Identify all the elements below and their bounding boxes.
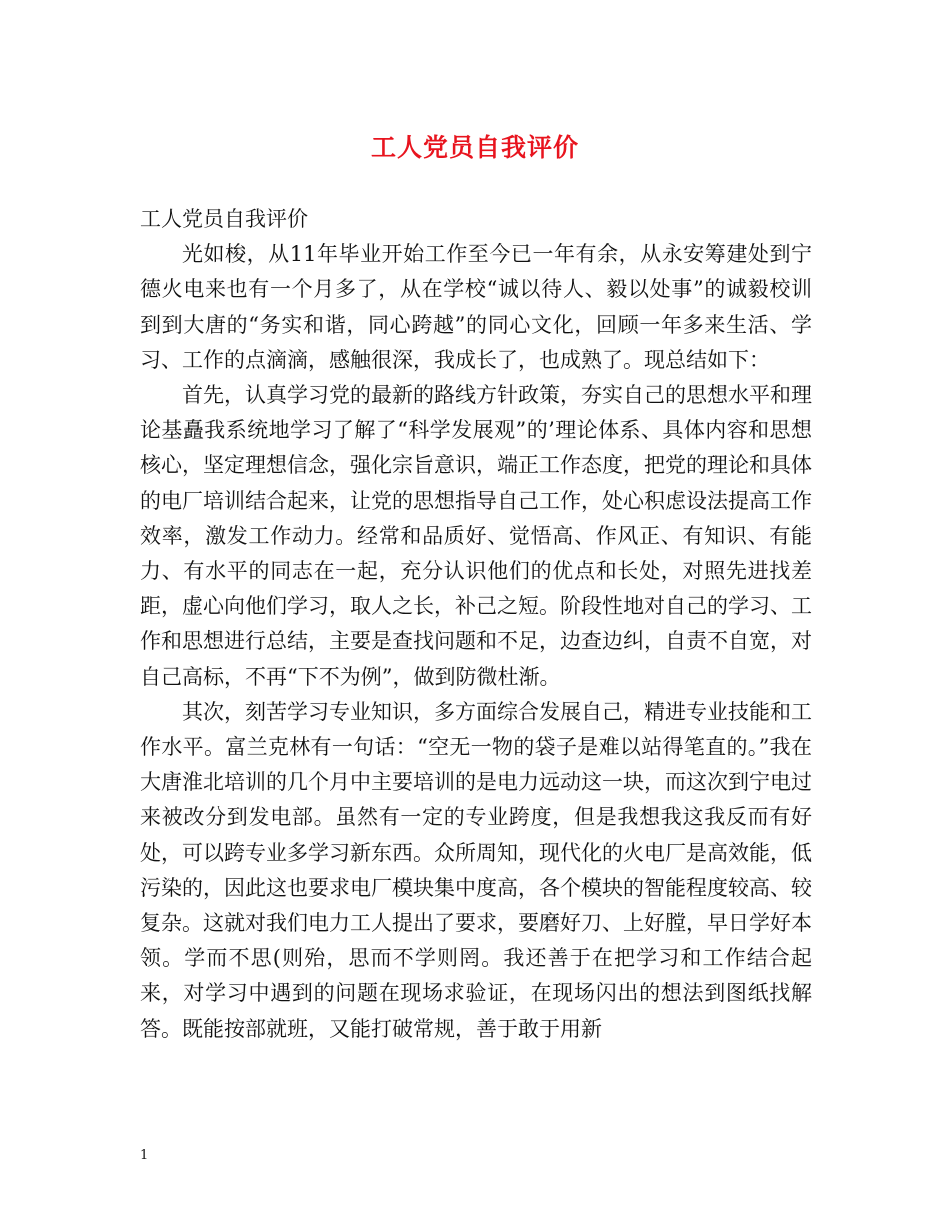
document-body	[140, 202, 812, 1047]
paragraph-second: 其次，刻苦学习专业知识，多方面综合发展自己，精进专业技能和工作水平。富兰克林有一句话：“空无一物的袋子是难以站得笔直的。”我在大唐淮北培训的几个月中主要培训的是电力远动这一块，而这次到宁电过来被改分到发电部。虽然有一定的专业跨度，但是我想我这我反而有好处，可以跨专业多学习新东西。众所周知，现代化的火电厂是高效能，低污染的，因此这也要求电厂模块集中度高，各个模块的智能程度较高、较复杂。这就对我们电力工人提出了要求，要磨好刀、上好膛，早日学好本领。学而不思(则殆，思而不学则罔。我还善于在把学习和工作结合起来，对学习中遇到的问题在现场求验证，在现场闪出的想法到图纸找解答。既能按部就班，又能打破常规，善于敢于用新	[140, 699, 812, 1041]
paragraph-first: 首先，认真学习党的最新的路线方针政策，夯实自己的思想水平和理论基矗我系统地学习了解了“科学发展观”的’理论体系、具体内容和思想核心，坚定理想信念，强化宗旨意识，端正工作态度，把党的理论和具体的电厂培训结合起来，让党的思想指导自己工作，处心积虑设法提高工作效率，激发工作动力。经常和品质好、觉悟高、作风正、有知识、有能力、有水平的同志在一起，充分认识他们的优点和长处，对照先进找差距，虚心向他们学习，取人之长，补己之短。阶段性地对自己的学习、工作和思想进行总结，主要是查找问题和不足，边查边纠，自责不自宽，对自己高标，不再“下不为例”，做到防微杜渐。	[140, 383, 812, 689]
page-number: 1	[140, 1148, 149, 1163]
paragraph-intro: 光如梭，从11年毕业开始工作至今已一年有余，从永安筹建处到宁德火电来也有一个月多了，从在学校“诚以待人、毅以处事”的诚毅校训到到大唐的“务实和谐，同心跨越”的同心文化，回顾一年多来生活、学习、工作的点滴滴，感触很深，我成长了，也成熟了。现总结如下：	[140, 242, 812, 372]
document-title: 工人党员自我评价	[370, 133, 579, 162]
document-subtitle: 工人党员自我评价	[140, 207, 308, 231]
